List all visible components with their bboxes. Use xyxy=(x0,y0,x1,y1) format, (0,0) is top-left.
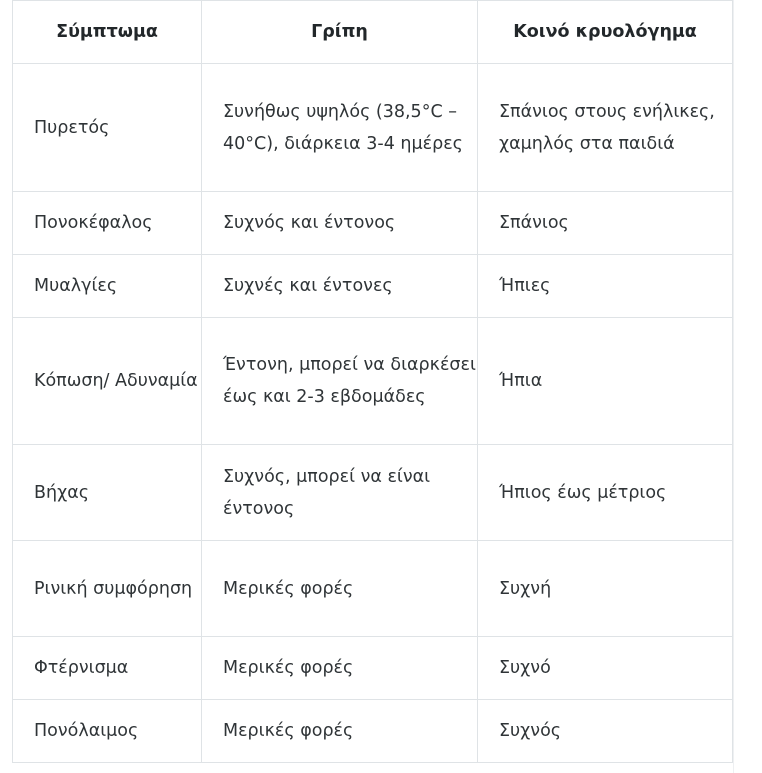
symptom-cell: Πονοκέφαλος xyxy=(13,192,202,255)
flu-vs-cold-table xyxy=(12,0,733,763)
header-symptom: Σύμπτωμα xyxy=(13,1,202,64)
table-row xyxy=(13,255,733,318)
table-row xyxy=(13,192,733,255)
table-row xyxy=(13,637,733,700)
symptom-cell: Πυρετός xyxy=(13,64,202,192)
table-row xyxy=(13,64,733,192)
symptom-cell: Κόπωση/ Αδυναμία xyxy=(13,318,202,445)
header-flu: Γρίπη xyxy=(202,1,478,64)
table-row xyxy=(13,318,733,445)
flu-cell: Συνήθως υψηλός (38,5°C – 40°C), διάρκεια 3-4 ημέρες xyxy=(202,64,478,192)
cold-cell: Ήπιες xyxy=(478,255,733,318)
header-common-cold: Κοινό κρυολόγημα xyxy=(478,1,733,64)
symptom-cell: Μυαλγίες xyxy=(13,255,202,318)
cold-cell: Συχνός xyxy=(478,700,733,763)
table-header-row xyxy=(13,1,733,64)
table-row xyxy=(13,700,733,763)
cold-cell: Ήπιος έως μέτριος xyxy=(478,445,733,541)
cold-cell: Ήπια xyxy=(478,318,733,445)
page-right-gutter xyxy=(733,0,762,773)
flu-cell: Συχνός, μπορεί να είναι έντονος xyxy=(202,445,478,541)
flu-cell: Μερικές φορές xyxy=(202,700,478,763)
table-row xyxy=(13,541,733,637)
cold-cell: Σπάνιος στους ενήλικες, χαμηλός στα παιδιά xyxy=(478,64,733,192)
symptom-cell: Βήχας xyxy=(13,445,202,541)
flu-cell: Μερικές φορές xyxy=(202,637,478,700)
cold-cell: Συχνή xyxy=(478,541,733,637)
cold-cell: Σπάνιος xyxy=(478,192,733,255)
flu-cell: Συχνές και έντονες xyxy=(202,255,478,318)
flu-cell: Συχνός και έντονος xyxy=(202,192,478,255)
comparison-table-wrapper xyxy=(12,0,732,763)
symptom-cell: Πονόλαιμος xyxy=(13,700,202,763)
symptom-cell: Φτέρνισμα xyxy=(13,637,202,700)
table-row xyxy=(13,445,733,541)
flu-cell: Έντονη, μπορεί να διαρκέσει έως και 2-3 εβδομάδες xyxy=(202,318,478,445)
symptom-cell: Ρινική συμφόρηση xyxy=(13,541,202,637)
flu-cell: Μερικές φορές xyxy=(202,541,478,637)
cold-cell: Συχνό xyxy=(478,637,733,700)
